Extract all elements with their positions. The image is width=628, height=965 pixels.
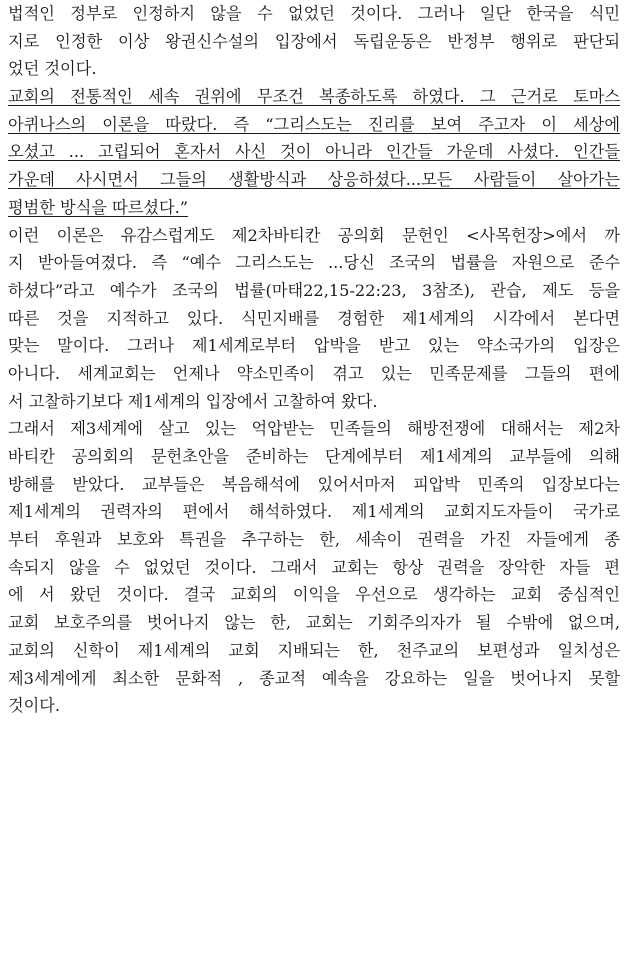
paragraph-1: [8, 0, 620, 83]
underlined-text-line: 가운데 사시면서 그들의 생활방식과 상응하셨다...모든 사람들이 살아가는: [8, 170, 620, 190]
text-line: 교회 보호주의를 벗어나지 않는 한, 교회는 기회주의자가 될 수밖에 없으며,: [8, 613, 620, 633]
text-line: 맞는 말이다. 그러나 제1세계로부터 압박을 받고 있는 약소국가의 입장은: [8, 336, 620, 356]
underlined-text-line: 교회의 전통적인 세속 권위에 무조건 복종하도록 하였다. 그 근거로 토마스: [8, 87, 620, 107]
text-line: 것이다.: [8, 696, 61, 716]
document-page: [8, 0, 620, 720]
text-line: 이런 이론은 유감스럽게도 제2차바티칸 공의회 문헌인 <사목헌장>에서 까: [8, 225, 620, 245]
text-line: 방해를 받았다. 교부들은 복음해석에 있어서마저 피압박 민족의 입장보다는: [8, 474, 620, 494]
text-line: 었던 것이다.: [8, 59, 97, 79]
text-line: 하셨다”라고 예수가 조국의 법률(마태22,15-22:23, 3참조), 관습, 제도 등을: [8, 280, 620, 300]
text-line: 교회의 신학이 제1세계의 교회 지배되는 한, 천주교의 보편성과 일치성은: [8, 640, 620, 660]
text-line: 에 서 왔던 것이다. 결국 교회의 이익을 우선으로 생각하는 교회 중심적인: [8, 585, 620, 605]
text-line: 속되지 않을 수 없었던 것이다. 그래서 교회는 항상 권력을 장악한 자들 편: [8, 557, 620, 577]
text-line: 지로 인정한 이상 왕권신수설의 입장에서 독립운동은 반정부 행위로 판단되: [8, 31, 620, 51]
text-line: 지 받아들여졌다. 즉 “예수 그리스도는 ...당신 조국의 법률을 자원으로 준수: [8, 253, 620, 273]
text-line: 부터 후원과 보호와 특권을 추구하는 한, 세속이 권력을 가진 자들에게 종: [8, 530, 620, 550]
text-line: 바티칸 공의회의 문헌초안을 준비하는 단계에부터 제1세계의 교부들에 의해: [8, 447, 620, 466]
underlined-text-line: 아퀴나스의 이론을 따랐다. 즉 “그리스도는 진리를 보여 주고자 이 세상에: [8, 114, 620, 134]
text-line: 서 고찰하기보다 제1세계의 입장에서 고찰하여 왔다.: [8, 391, 378, 411]
underlined-text-line: 오셨고 ... 고립되어 혼자서 사신 것이 아니라 인간들 가운데 사셨다. 인간들: [8, 142, 620, 162]
paragraph-3: [8, 222, 620, 416]
paragraph-2-underlined-quote: [8, 83, 620, 221]
text-line: 제3세계에게 최소한 문화적 , 종교적 예속을 강요하는 일을 벗어나지 못할: [8, 668, 620, 688]
text-line: 제1세계의 권력자의 편에서 해석하였다. 제1세계의 교회지도자들이 국가로: [8, 502, 620, 522]
paragraph-4: [8, 415, 620, 720]
text-line: 그래서 제3세계에 살고 있는 억압받는 민족들의 해방전쟁에 대해서는 제2차: [8, 419, 620, 439]
text-line: 법적인 정부로 인정하지 않을 수 없었던 것이다. 그러나 일단 한국을 식민: [8, 4, 620, 23]
underlined-text-line: 평범한 방식을 따르셨다.”: [8, 197, 189, 217]
text-line: 따른 것을 지적하고 있다. 식민지배를 경험한 제1세계의 시각에서 본다면: [8, 308, 620, 328]
text-line: 아니다. 세계교회는 언제나 약소민족이 겪고 있는 민족문제를 그들의 편에: [8, 363, 620, 383]
